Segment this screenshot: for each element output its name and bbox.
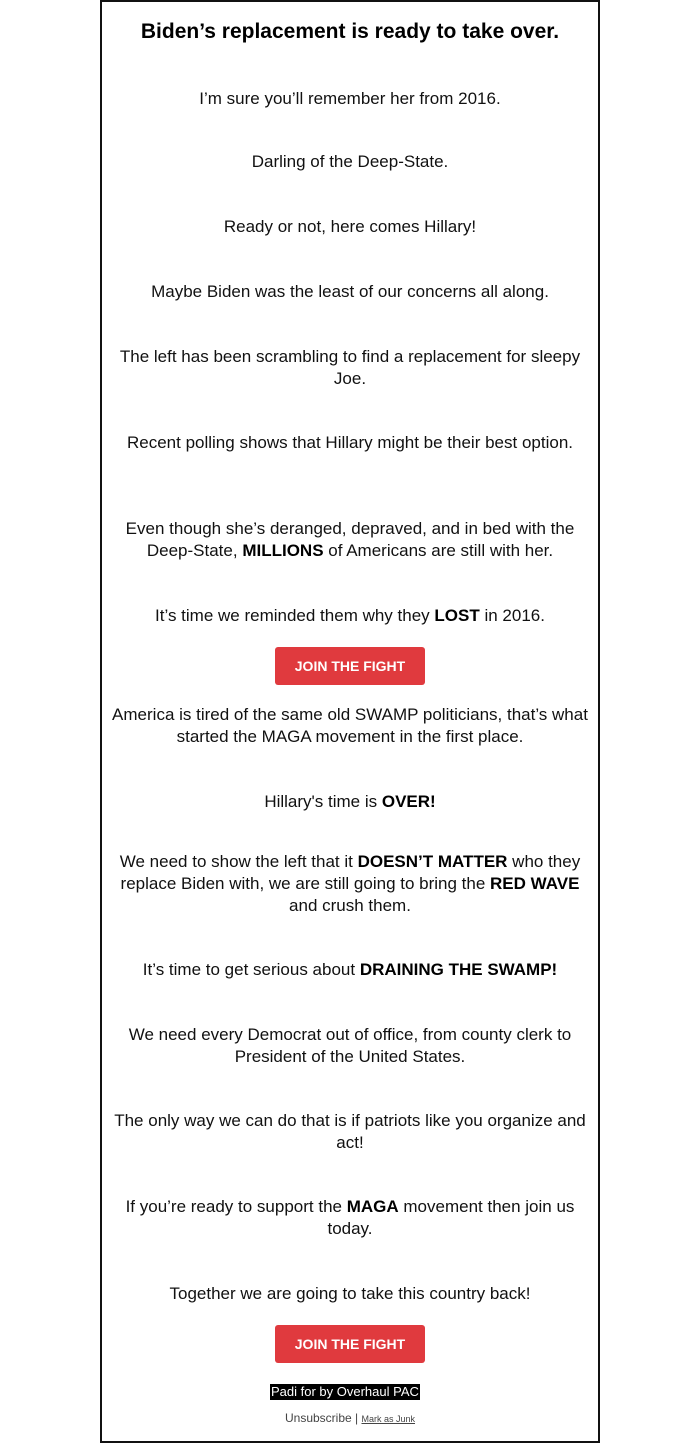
footer-separator: | [351, 1411, 362, 1425]
emphasis-text: MAGA [346, 1197, 399, 1216]
body-text: Even though she’s deranged, depraved, and in bed with the Deep-State, [125, 519, 575, 560]
body-text: Ready or not, here comes Hillary! [223, 217, 477, 236]
paragraph-11 [110, 851, 590, 917]
paragraph-6 [110, 432, 590, 454]
paragraph-10 [110, 791, 590, 813]
body-text: Darling of the Deep-State. [251, 152, 449, 171]
email-body [100, 0, 600, 1443]
body-text: I’m sure you’ll remember her from 2016. [199, 89, 501, 108]
unsubscribe-link[interactable]: Unsubscribe [284, 1411, 352, 1425]
body-text: We need every Democrat out of office, from county clerk to President of the United States. [128, 1025, 572, 1066]
paragraph-9 [110, 704, 590, 748]
body-text: It’s time to get serious about [142, 960, 360, 979]
paid-for-disclaimer: Padi for by Overhaul PAC [271, 1384, 419, 1399]
mark-as-junk-link[interactable]: Mark as Junk [361, 1414, 416, 1424]
emphasis-text: OVER! [381, 792, 436, 811]
body-text: If you’re ready to support the [125, 1197, 347, 1216]
body-text: We need to show the left that it [119, 852, 358, 871]
paragraph-15 [110, 1196, 590, 1240]
paragraph-13 [110, 1024, 590, 1068]
paragraph-1 [110, 88, 590, 110]
paragraph-8 [110, 605, 590, 627]
body-text: and crush them. [289, 896, 411, 915]
paragraph-2 [110, 151, 590, 173]
footer-links [102, 1411, 598, 1426]
email-headline: Biden’s replacement is ready to take over. [140, 20, 560, 43]
body-text: who they replace Biden with, we are still going to bring the [120, 852, 581, 893]
paragraph-3 [110, 216, 590, 238]
paragraph-7 [110, 518, 590, 562]
paragraph-12 [110, 959, 590, 981]
paragraph-5 [110, 346, 590, 390]
emphasis-text: MILLIONS [242, 541, 324, 560]
body-text: The left has been scrambling to find a replacement for sleepy Joe. [119, 347, 581, 388]
body-text: It’s time we reminded them why they [155, 606, 435, 625]
body-text: America is tired of the same old SWAMP politicians, that’s what started the MAGA movement in the first place. [112, 705, 588, 746]
body-text: of Americans are still with her. [323, 541, 554, 560]
body-text: Hillary's time is [264, 792, 382, 811]
emphasis-text: LOST [434, 606, 480, 625]
join-the-fight-button-bottom[interactable]: JOIN THE FIGHT [275, 1325, 425, 1363]
paragraph-4 [110, 281, 590, 303]
paragraph-14 [110, 1110, 590, 1154]
body-text: Together we are going to take this country back! [169, 1284, 531, 1303]
emphasis-text: DRAINING THE SWAMP! [359, 960, 558, 979]
emphasis-text: RED WAVE [490, 874, 580, 893]
body-text: movement then join us today. [327, 1197, 575, 1238]
join-the-fight-button-top[interactable]: JOIN THE FIGHT [275, 647, 425, 685]
paragraph-16 [110, 1283, 590, 1305]
emphasis-text: DOESN’T MATTER [357, 852, 508, 871]
body-text: Recent polling shows that Hillary might be their best option. [126, 433, 573, 452]
body-text: The only way we can do that is if patriots like you organize and act! [114, 1111, 586, 1152]
body-text: in 2016. [479, 606, 545, 625]
body-text: Maybe Biden was the least of our concerns all along. [151, 282, 549, 301]
